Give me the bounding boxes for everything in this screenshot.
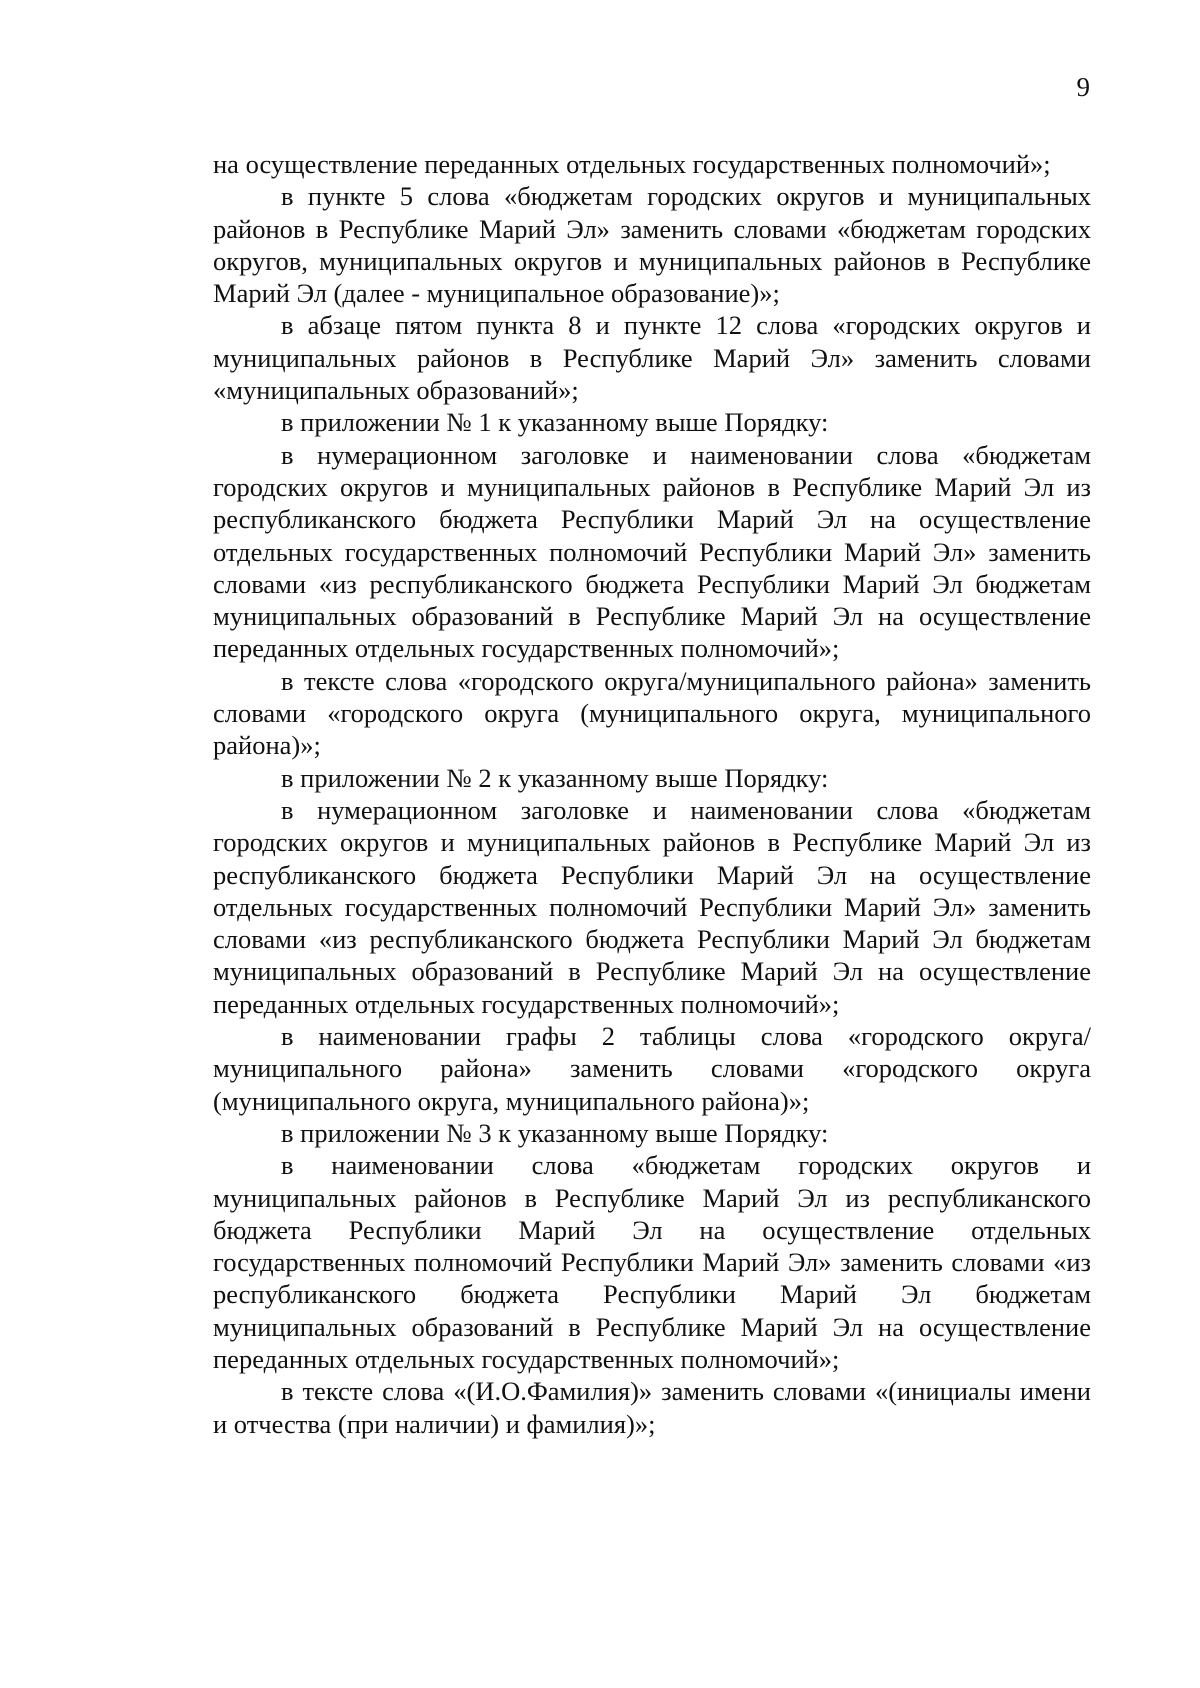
paragraph-appendix-3-heading: в приложении № 3 к указанному выше Порядку: [281, 1117, 829, 1148]
paragraph-appendix-1-text: в тексте слова «городского округа/муниципального района» заменить словами «городского округа (муниципального округа, муниципального района)»; [213, 665, 1091, 761]
page-number: 9 [1076, 72, 1090, 102]
paragraph-appendix-2-heading: в приложении № 2 к указанному выше Порядку: [281, 762, 829, 793]
paragraph-point-5: в пункте 5 слова «бюджетам городских округов и муниципальных районов в Республике Марий Эл» заменить словами «бюджетам городских округов, муниципальных округов и муниципальных районов в Республике Марий Эл (далее - муниципальное образование)»; [213, 181, 1091, 309]
paragraph-appendix-2-title: в нумерационном заголовке и наименовании слова «бюджетам городских округов и муниципальных районов в Республике Марий Эл из республиканского бюджета Республики Марий Эл на осуществление отдельных государственных полномочий Республики Марий Эл» заменить словами «из республиканского бюджета Республики Марий Эл бюджетам муниципальных образований в Республике Марий Эл на осуществление переданных отдельных государственных полномочий»; [213, 794, 1091, 1019]
document-body [213, 148, 1091, 1440]
paragraph-appendix-3-text: в тексте слова «(И.О.Фамилия)» заменить словами «(инициалы имени и отчества (при наличии) и фамилия)»; [213, 1376, 1091, 1439]
paragraph-appendix-3-title: в наименовании слова «бюджетам городских округов и муниципальных районов в Республике Марий Эл из республиканского бюджета Республики Марий Эл на осуществление отдельных государственных полномочий Республики Марий Эл» заменить словами «из республиканского бюджета Республики Марий Эл бюджетам муниципальных образований в Республике Марий Эл на осуществление переданных отдельных государственных полномочий»; [213, 1150, 1091, 1374]
paragraph-appendix-1-title: в нумерационном заголовке и наименовании слова «бюджетам городских округов и муниципальных районов в Республике Марий Эл из республиканского бюджета Республики Марий Эл на осуществление отдельных государственных полномочий Республики Марий Эл» заменить словами «из республиканского бюджета Республики Марий Эл бюджетам муниципальных образований в Республике Марий Эл на осуществление переданных отдельных государственных полномочий»; [213, 439, 1091, 664]
paragraph-continuation: на осуществление переданных отдельных государственных полномочий»; [213, 149, 1051, 179]
paragraph-appendix-2-table-column: в наименовании графы 2 таблицы слова «городского округа/муниципального района» заменить словами «городского округа (муниципального округа, муниципального района)»; [213, 1021, 1091, 1116]
paragraph-points-8-12: в абзаце пятом пункта 8 и пункте 12 слова «городских округов и муниципальных районов в Республике Марий Эл» заменить словами «муниципальных образований»; [213, 310, 1091, 406]
paragraph-appendix-1-heading: в приложении № 1 к указанному выше Порядку: [281, 407, 829, 438]
